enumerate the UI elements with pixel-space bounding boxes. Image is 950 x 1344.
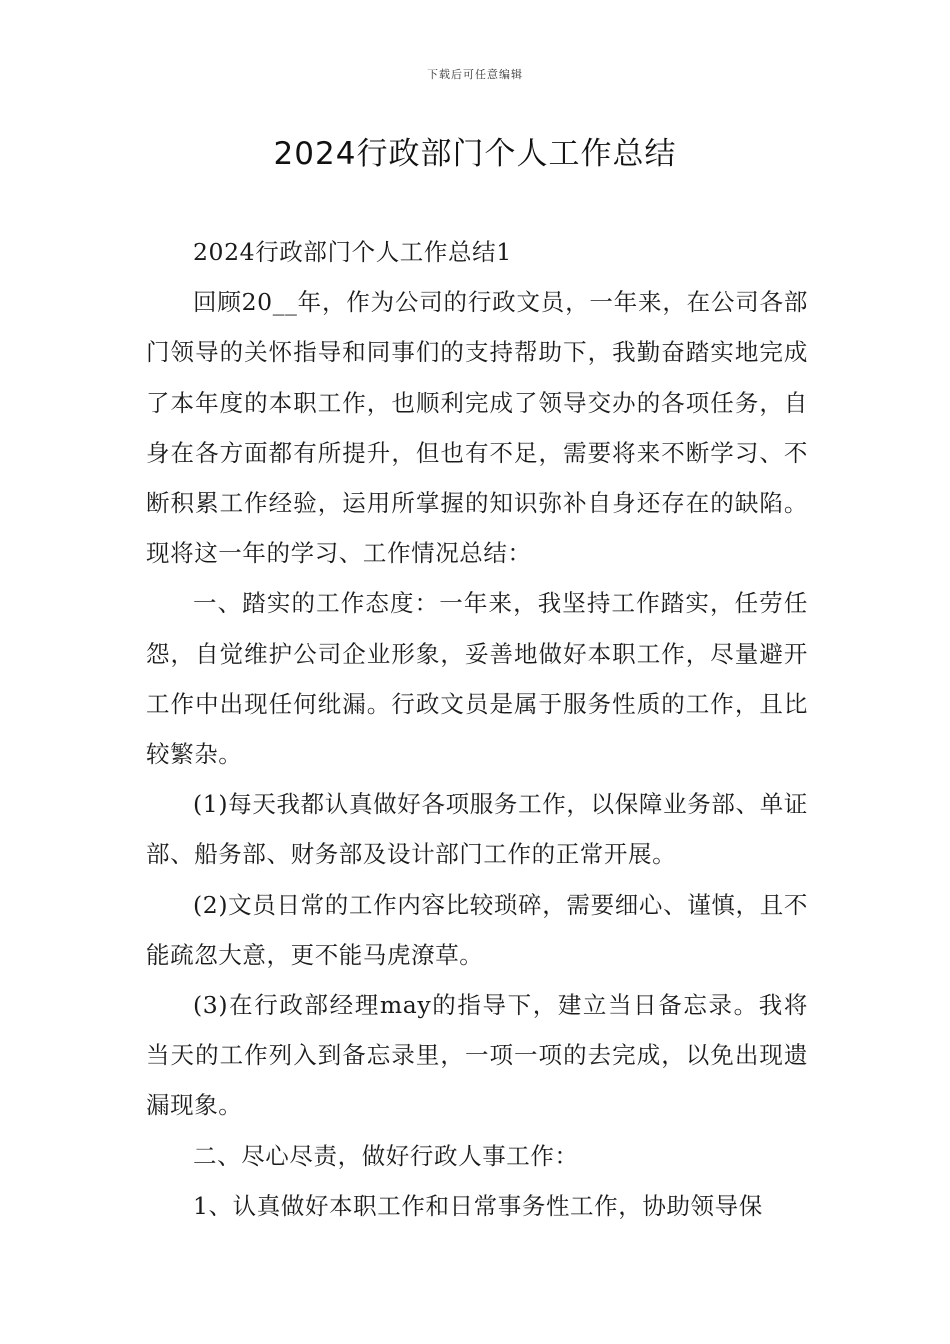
- paragraph-item-2: (2)文员日常的工作内容比较琐碎，需要细心、谨慎，且不能疏忽大意，更不能马虎潦草。: [146, 890, 808, 969]
- section-heading: 2024行政部门个人工作总结1: [193, 238, 512, 266]
- document-body: [146, 227, 808, 1231]
- paragraph-intro: 回顾20__年，作为公司的行政文员，一年来，在公司各部门领导的关怀指导和同事们的支持帮助下，我勤奋踏实地完成了本年度的本职工作，也顺利完成了领导交办的各项任务，自身在各方面都有所提升，但也有不足，需要将来不断学习、不断积累工作经验，运用所掌握的知识弥补自身还存在的缺陷。现将这一年的学习、工作情况总结：: [146, 288, 808, 568]
- page-header-note: 下载后可任意编辑: [427, 68, 523, 81]
- paragraph-item-3: (3)在行政部经理may的指导下，建立当日备忘录。我将当天的工作列入到备忘录里，一项一项的去完成，以免出现遗漏现象。: [146, 991, 808, 1120]
- paragraph-section-2-heading: 二、尽心尽责，做好行政人事工作：: [193, 1141, 579, 1170]
- document-title: 2024行政部门个人工作总结: [273, 136, 677, 172]
- paragraph-section-2-item-1: 1、认真做好本职工作和日常事务性工作，协助领导保: [193, 1191, 763, 1220]
- paragraph-attitude: 一、踏实的工作态度：一年来，我坚持工作踏实，任劳任怨，自觉维护公司企业形象，妥善地做好本职工作，尽量避开工作中出现任何纰漏。行政文员是属于服务性质的工作，且比较繁杂。: [146, 589, 808, 769]
- paragraph-item-1: (1)每天我都认真做好各项服务工作，以保障业务部、单证部、船务部、财务部及设计部门工作的正常开展。: [146, 790, 808, 869]
